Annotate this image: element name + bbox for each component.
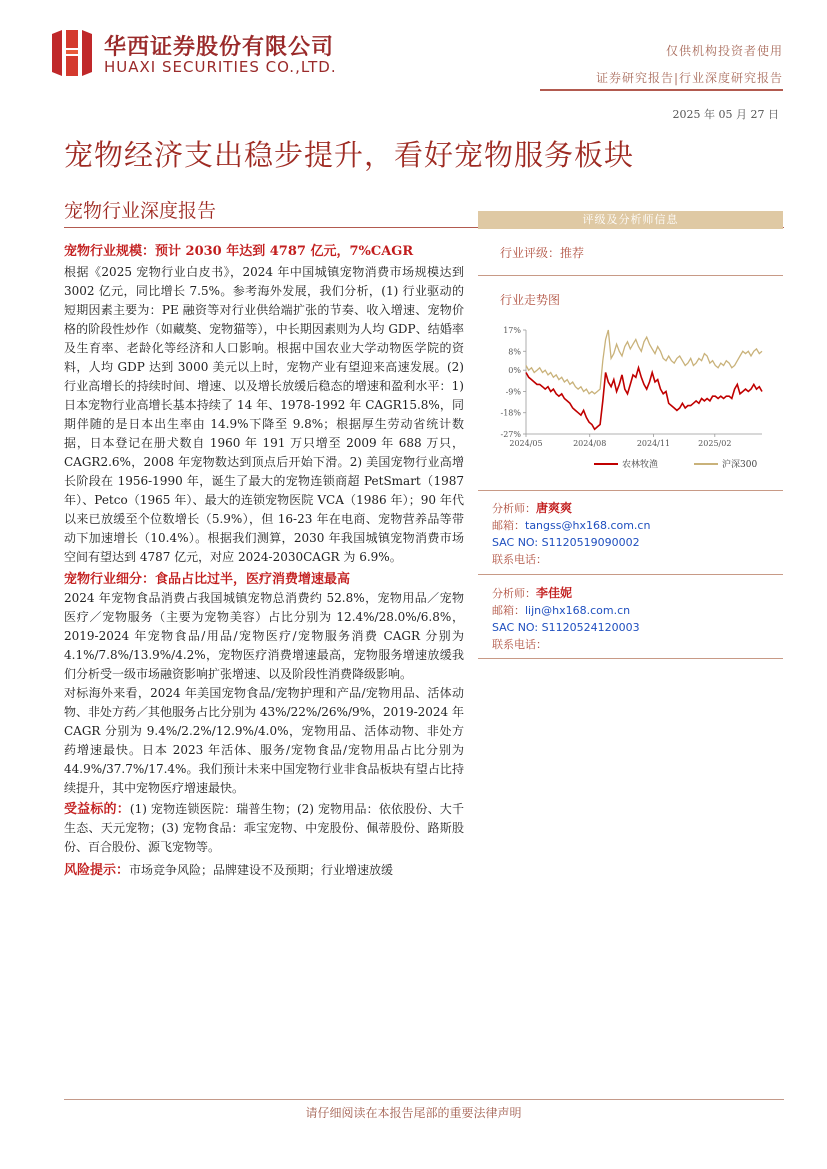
sac-label: SAC NO:	[492, 621, 539, 634]
sidebar-divider	[478, 574, 783, 575]
legal-notice-footer: 请仔细阅读在本报告尾部的重要法律声明	[305, 1106, 522, 1120]
sidebar-divider	[478, 490, 783, 491]
risk-heading: 风险提示：	[64, 863, 130, 878]
report-type: 证券研究报告|行业深度研究报告	[595, 71, 783, 85]
legend-label: 沪深300	[722, 460, 758, 470]
trend-chart-title: 行业走势图	[500, 293, 561, 307]
footer-divider	[64, 1099, 784, 1100]
analyst-name: 唐爽爽	[536, 501, 573, 515]
audience-note: 仅供机构投资者使用	[665, 44, 783, 58]
phone-label: 联系电话：	[492, 638, 547, 651]
x-tick-label: 2024/05	[509, 439, 543, 448]
sidebar-divider	[478, 658, 783, 659]
x-tick-label: 2024/11	[636, 439, 671, 448]
main-text-column	[64, 242, 464, 880]
analyst-block-1	[492, 500, 650, 568]
analyst-name: 李佳妮	[536, 586, 573, 600]
analyst-email[interactable]: tangss@hx168.com.cn	[525, 519, 651, 532]
analyst-sac: S1120524120003	[541, 621, 640, 634]
paragraph-risks	[64, 861, 464, 880]
y-tick-label: -9%	[505, 387, 521, 397]
y-tick-label: -27%	[500, 430, 521, 439]
analyst-block-2	[492, 585, 640, 653]
analyst-label: 分析师：	[492, 587, 536, 600]
y-tick-label: 8%	[508, 347, 521, 357]
paragraph-beneficiaries	[64, 800, 464, 857]
report-subtitle: 宠物行业深度报告	[64, 200, 217, 222]
company-name-en: HUAXI SECURITIES CO.,LTD.	[104, 58, 337, 76]
report-title: 宠物经济支出稳步提升，看好宠物服务板块	[64, 138, 635, 172]
header-divider	[540, 89, 783, 91]
y-tick-label: -18%	[500, 408, 521, 418]
paragraph-segments-china: 2024 年宠物食品消费占我国城镇宠物总消费约 52.8%，宠物用品／宠物医疗／宠物服务（主要为宠物美容）占比分别为 12.4%/28.0%/6.8%，2019-2024 年宠物食品/用品/宠物医疗/宠物服务消费 CAGR 分别为 4.1%/7.8%/13.9%/4.2%，宠物医疗消费增速最高，宠物服务增速放缓我们分析受一级市场融资影响扩张增速、以及阶段性消费降级影响。	[64, 591, 464, 681]
section-heading-market-size: 宠物行业规模：预计 2030 年达到 4787 亿元，7%CAGR	[64, 244, 414, 259]
analyst-label: 分析师：	[492, 502, 536, 515]
beneficiaries-heading: 受益标的：	[64, 802, 130, 817]
y-tick-label: 17%	[503, 326, 521, 335]
x-tick-label: 2025/02	[698, 439, 732, 448]
company-name-cn: 华西证券股份有限公司	[104, 35, 335, 60]
industry-trend-chart	[494, 322, 776, 480]
huaxi-logo-icon	[52, 30, 92, 76]
analyst-sac: S1120519090002	[541, 536, 640, 549]
phone-label: 联系电话：	[492, 553, 547, 566]
y-tick-label: 0%	[508, 366, 521, 376]
sidebar-divider	[478, 275, 783, 276]
legend-label: 农林牧渔	[622, 460, 659, 470]
rating-analyst-bar: 评级及分析师信息	[478, 211, 783, 229]
risk-body: 市场竞争风险；品牌建设不及预期；行业增速放缓	[129, 863, 394, 877]
report-date: 2025 年 05 月 27 日	[672, 108, 779, 121]
section-heading-segments: 宠物行业细分：食品占比过半，医疗消费增速最高	[64, 572, 351, 587]
x-tick-label: 2024/08	[573, 439, 607, 448]
sac-label: SAC NO:	[492, 536, 539, 549]
paragraph-market-size: 根据《2025 宠物行业白皮书》，2024 年中国城镇宠物消费市场规模达到 3002 亿元，同比增长 7.5%。参考海外发展，我们分析，(1) 行业驱动的短期因素主要为：PE 融资等对行业供给端扩张的节奏、收入增速、宠物价格的阶段性炒作（如藏獒、宠物猫等），中长期因素则为人均 GDP、结婚率及生育率、老龄化等经济和人口影响。根据中国农业大学动物医学院的资料，人均 GDP 达到 3000 美元以上时，宠物产业有望迎来高速发展。(2) 行业高增长的持续时间、增速、以及增长放缓后稳态的增速和盈利水平：1) 日本宠物行业高增长基本持续了 14 年、1978-1992 年 CAGR15.8%，同期伴随的是日本出生率由 14.9%下降至 9.8%；根据厚生劳动省统计数据，日本登记在册犬数自 1960 年 191 万只增至 2009 年 688 万只，CAGR2.6%，2008 年宠物数达到顶点后开始下滑。2) 美国宠物行业高增长阶段在 1956-1990 年，诞生了最大的宠物连锁商超 PetSmart（1987 年）、Petco（1965 年）、最大的连锁宠物医院 VCA（1986 年）；90 年代以来已放缓至个位数增长（5.9%），但 16-23 年在电商、宠物营养品等带动下加速增长（10.4%）。根据我们测算，2030 年我国城镇宠物消费市场空间有望达到 4787 亿元，对应 2024-2030CAGR 为 6.9%。	[64, 265, 464, 564]
beneficiaries-body: (1) 宠物连锁医院：瑞普生物；(2) 宠物用品：依依股份、大千生态、天元宠物；(3) 宠物食品：乖宝宠物、中宠股份、佩蒂股份、路斯股份、百合股份、源飞宠物等。	[64, 802, 464, 854]
paragraph-segments-overseas: 对标海外来看，2024 年美国宠物食品/宠物护理和产品/宠物用品、活体动物、非处方药／其他服务占比分别为 43%/22%/26%/9%，2019-2024 年 CAGR 分别为 9.4%/2.2%/12.9%/4.0%，宠物用品、活体动物、非处方药增速最快。日本 2023 年活体、服务/宠物食品/宠物用品占比分别为 44.9%/37.7%/17.4%。我们预计未来中国宠物行业非食品板块有望占比持续提升，其中宠物医疗增速最快。	[64, 686, 464, 795]
industry-rating: 行业评级：推荐	[500, 246, 585, 260]
email-label: 邮箱：	[492, 519, 525, 532]
email-label: 邮箱：	[492, 604, 525, 617]
analyst-email[interactable]: lijn@hx168.com.cn	[525, 604, 631, 617]
